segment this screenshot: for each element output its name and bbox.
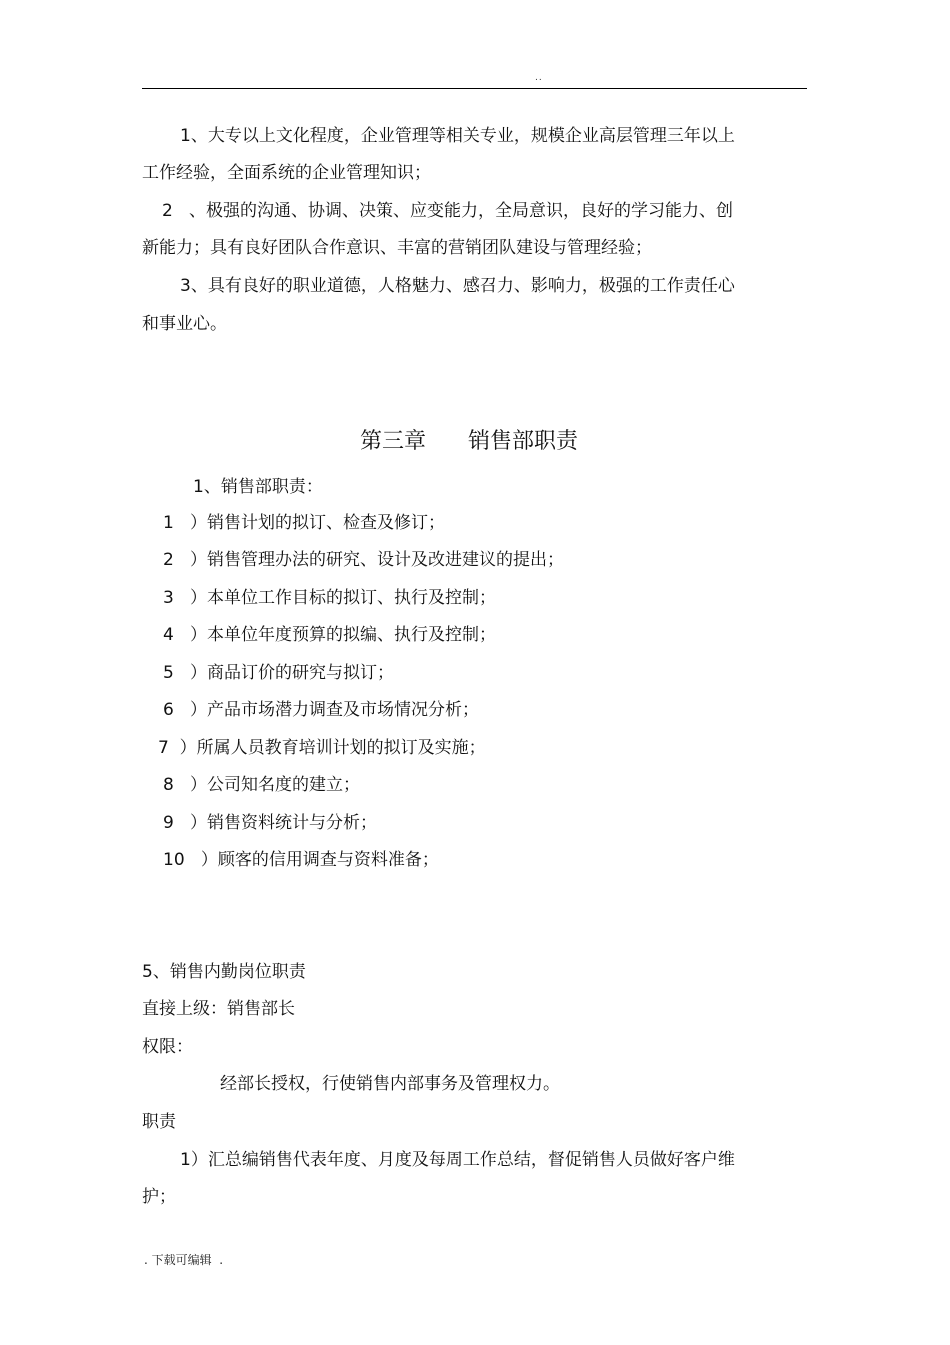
duty-item-1-line-2: 护； <box>142 1187 176 1207</box>
duty-item: 9 ）销售资料统计与分析； <box>163 813 378 833</box>
page-footer: . 下载可编辑 . <box>144 1253 224 1267</box>
qualification-line-4: 新能力；具有良好团队合作意识、丰富的营销团队建设与管理经验； <box>142 238 652 258</box>
qualification-line-2: 工作经验，全面系统的企业管理知识； <box>142 163 431 183</box>
header-rule <box>142 88 807 89</box>
duty-item: 10 ）顾客的信用调查与资料准备； <box>163 850 439 870</box>
section1-heading: 1、销售部职责： <box>193 477 323 497</box>
duty-item: 5 ）商品订价的研究与拟订； <box>163 663 395 683</box>
duty-item: 4 ）本单位年度预算的拟编、执行及控制； <box>163 625 497 645</box>
duty-item: 1 ）销售计划的拟订、检查及修订； <box>163 513 446 533</box>
duty-item: 7 ）所属人员教育培训计划的拟订及实施； <box>158 738 486 758</box>
chapter-title: 第三章 销售部职责 <box>360 429 578 454</box>
duty-item: 2 ）销售管理办法的研究、设计及改进建议的提出； <box>163 550 565 570</box>
direct-superior: 直接上级：销售部长 <box>142 999 295 1019</box>
qualification-line-6: 和事业心。 <box>142 314 227 334</box>
qualification-line-1: 1、大专以上文化程度，企业管理等相关专业，规模企业高层管理三年以上 <box>180 126 735 146</box>
authority-label: 权限： <box>142 1037 193 1057</box>
duty-label: 职责 <box>142 1112 176 1132</box>
authority-text: 经部长授权，行使销售内部事务及管理权力。 <box>220 1074 560 1094</box>
section5-heading: 5、销售内勤岗位职责 <box>142 962 306 982</box>
header-mark: .. <box>535 73 543 83</box>
duty-item: 3 ）本单位工作目标的拟订、执行及控制； <box>163 588 497 608</box>
duty-item: 6 ）产品市场潜力调查及市场情况分析； <box>163 700 480 720</box>
qualification-line-3: 2 、极强的沟通、协调、决策、应变能力，全局意识，良好的学习能力、创 <box>162 201 734 221</box>
qualification-line-5: 3、具有良好的职业道德，人格魅力、感召力、影响力，极强的工作责任心 <box>180 276 735 296</box>
duty-item-1-line-1: 1）汇总编销售代表年度、月度及每周工作总结，督促销售人员做好客户维 <box>180 1150 735 1170</box>
duty-item: 8 ）公司知名度的建立； <box>163 775 361 795</box>
